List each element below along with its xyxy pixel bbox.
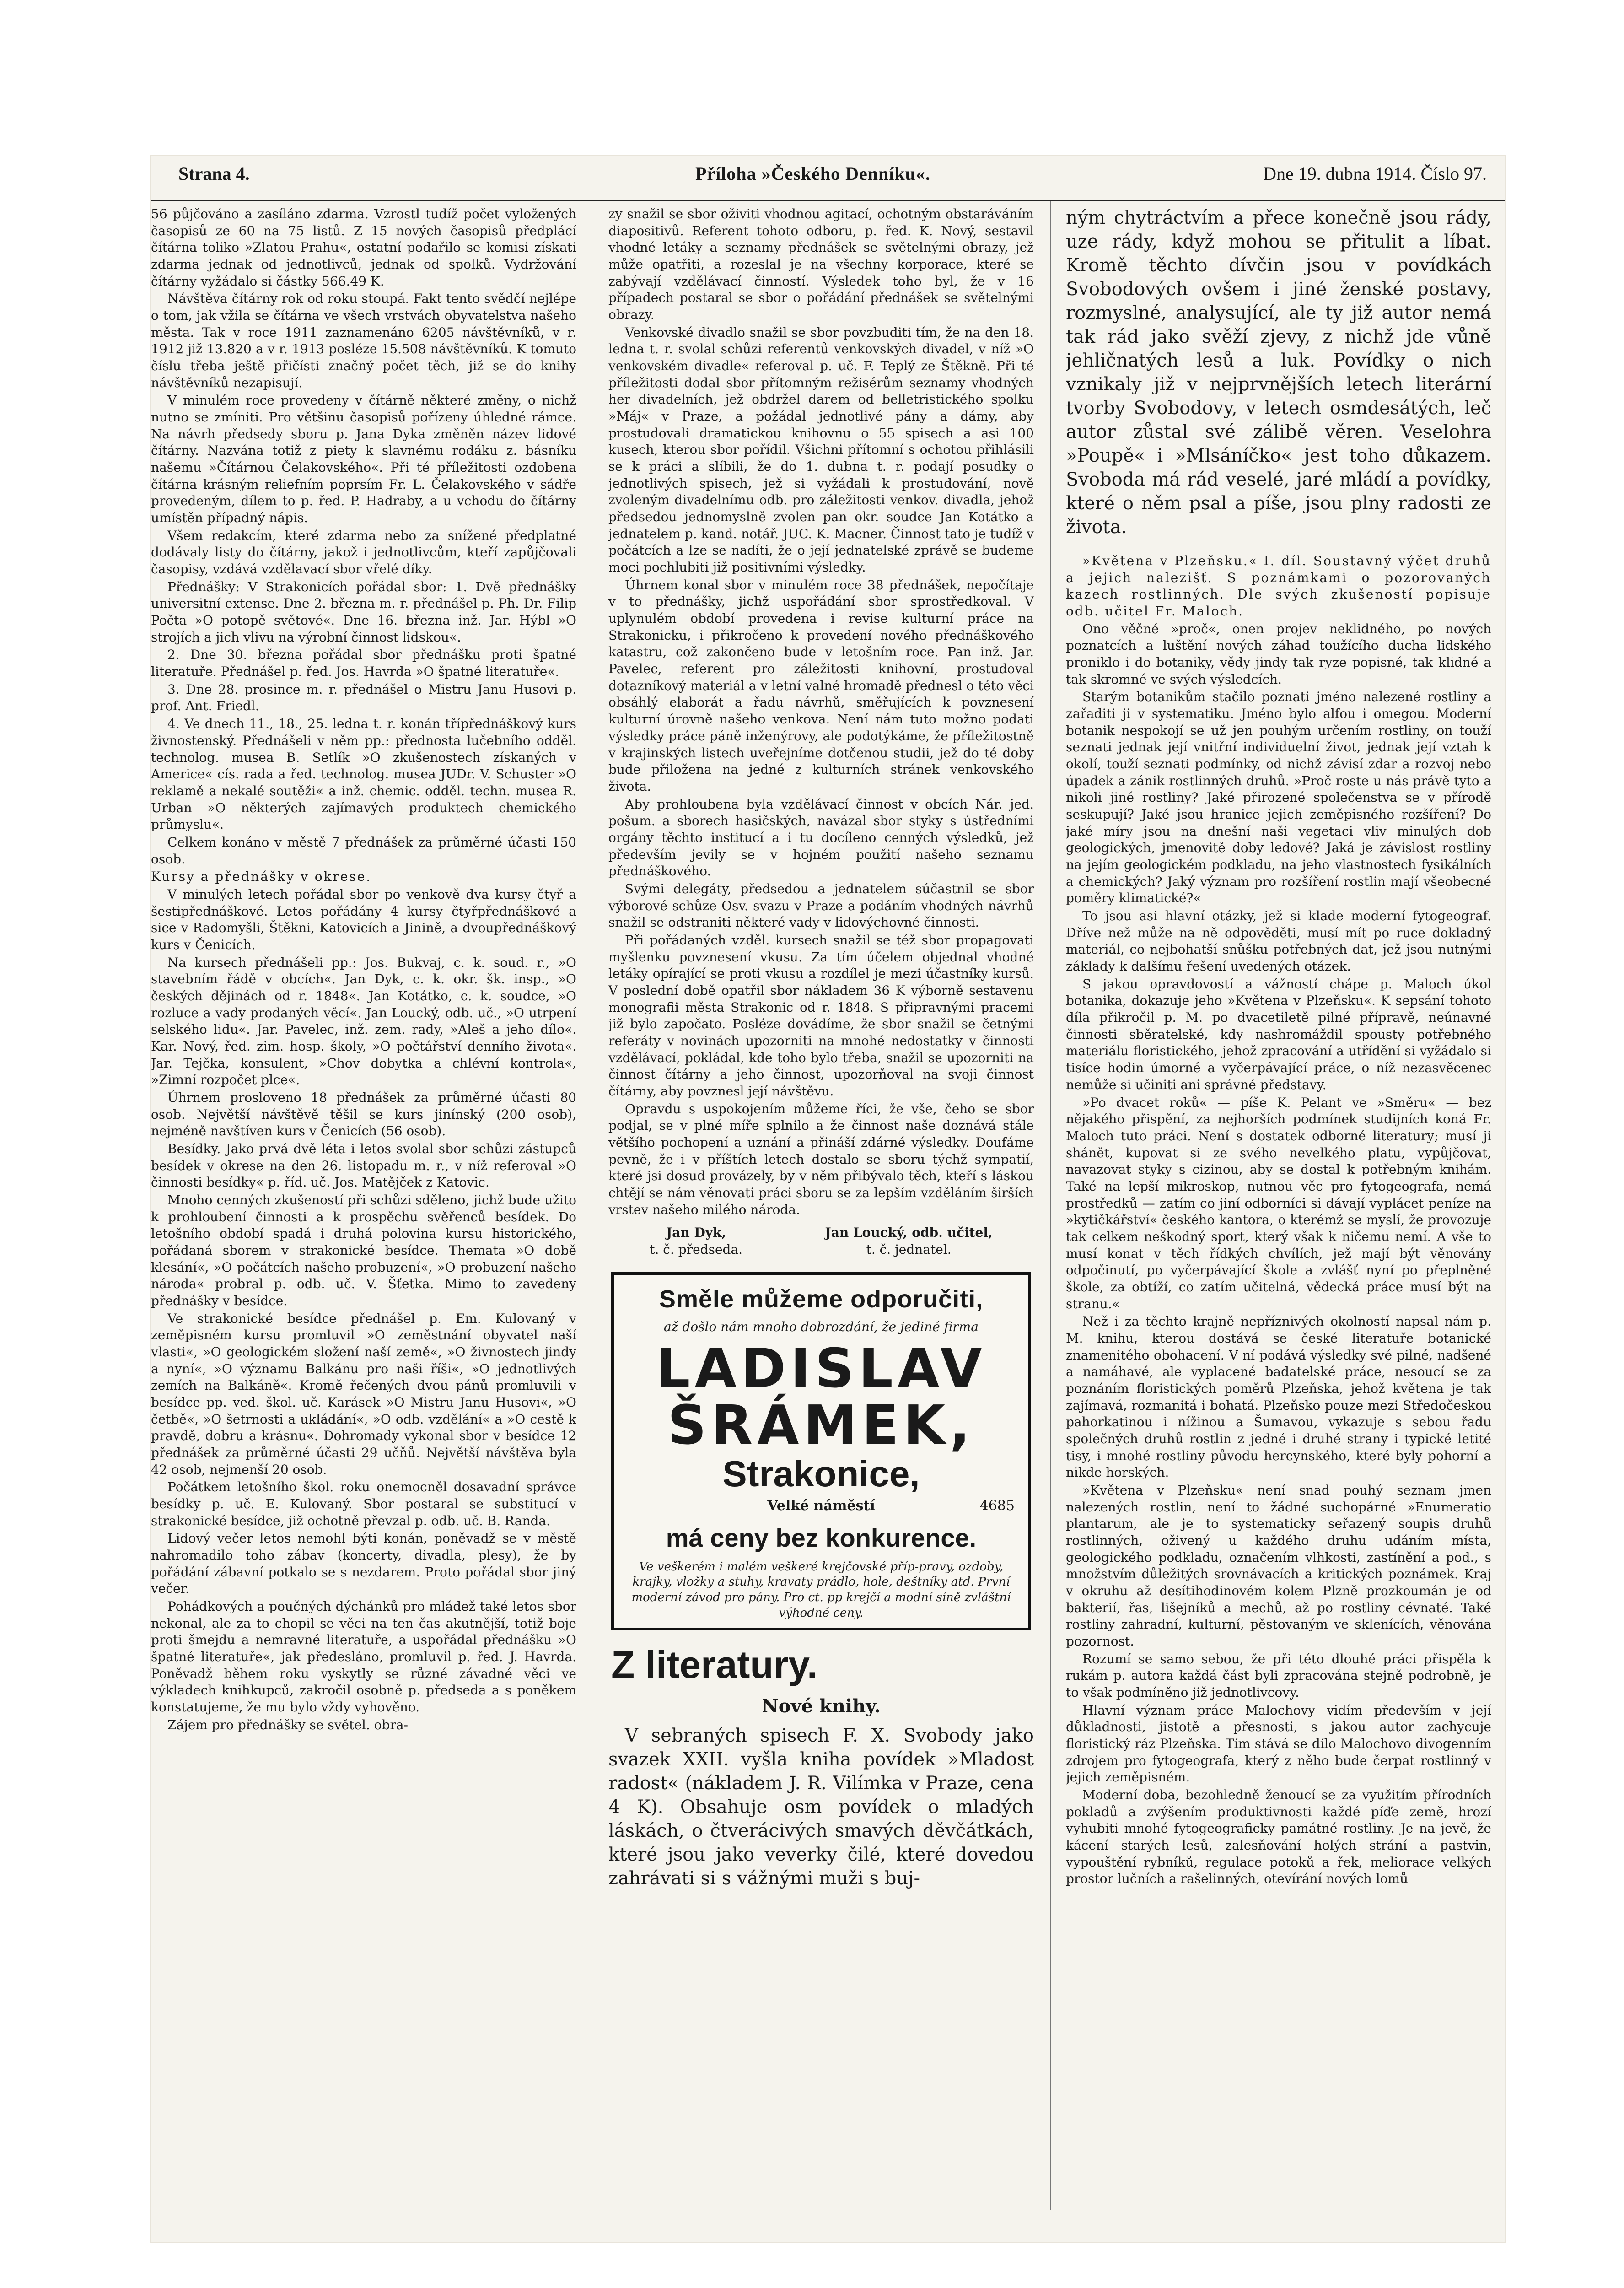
paragraph: 56 půjčováno a zasíláno zdarma. Vzrostl tudíž počet vyložených časopisů ze 60 na 75 listů. Z 15 nových časopisů předplácí čítárna toliko »Zlatou Prahu«, ostatní podařilo se komisi získati zdarma jednak od jednotlivců, jednak od spolků. Vydržování čítárny vyžádalo si částky 566.49 K. bbox=[151, 206, 576, 289]
paragraph: 2. Dne 30. března pořádal sbor přednášku proti špatné literatuře. Přednášel p. řed. Jos. Havrda »O špatné literatuře«. bbox=[151, 647, 576, 680]
ad-body-text: Ve veškerém i malém veškeré krejčovské příp-pravy, ozdoby, krajky, vložky a stuhy, kravaty prádlo, hole, deštníky atd. První moderní závod pro pány. Pro ct. pp krejčí a modní síně zvláštní výhodné ceny. bbox=[631, 1560, 1011, 1620]
paragraph: »Květena v Plzeňsku« není snad pouhý seznam jmen nalezených rostlin, není to žádné suchopárné »Enumeratio plantarum, ale je to systematicky seřazený soupis druhů rostlinných, oživený u každého druhu udáním místa, geologického podkladu, označením vlhkosti, zastínění a pod., s množstvím důležitých srovnávacích a kritických poznámek. Kraj v okruhu až desítihodinovém kolem Plzně prozkoumán je od bakterií, řas, lišejníků a mechů, až po rostliny cévnaté. Také rostliny zahradní, kulturní, pěstovaným ve sklenících, věnována pozornost. bbox=[1066, 1482, 1491, 1649]
report-signatures bbox=[608, 1225, 1034, 1258]
paragraph: Rozumí se samo sebou, že při této dlouhé práci přispěla k rukám p. autora každá část byli zpracována stejně podrobně, je to však podmíněno již jednotlivcovy. bbox=[1066, 1651, 1491, 1700]
literature-heading: Z literatury. bbox=[611, 1643, 818, 1686]
column-divider bbox=[1050, 201, 1051, 2210]
paragraph: Opravdu s uspokojením můžeme říci, že vše, čeho se sbor podjal, se v plné míře splnilo a že činnost naše doznává stále většího pochopení a uznání a přináší zdárné výsledky. Doufáme pevně, že i v příštích letech dostalo se sboru týchž sympatií, které jsi dosud provázely, by v něm přibývalo těch, kteří s láskou chtějí se nám věnovati práci sboru se za lepším vzděláním širších vrstev našeho milého národa. bbox=[608, 1101, 1034, 1217]
newspaper-page bbox=[151, 156, 1505, 2242]
paragraph: Zájem pro přednášky se světel. obra- bbox=[167, 1717, 408, 1732]
paragraph: Mnoho cenných zkušeností při schůzi sděleno, jichž bude užito k prohloubení činnosti a k prospěchu svěřenců besídek. Do letošního období spadá i druhá polovina kursu historického, pořádaná sborem v strakonické besídce. Themata »O době klesání«, »O počátcích našeho probuzení«, »O probuzení našeho národa« probral p. odb. uč. V. Šťetka. Mimo to zavedeny přednášky v besídce. bbox=[151, 1192, 576, 1308]
paragraph: Všem redakcím, které zdarma nebo za snížené předplatné dodávaly listy do čítárny, jakož i jednotlivcům, kteří zapůjčovali časopisy, vzdává vzdělavací sbor vřelé díky. bbox=[151, 528, 576, 577]
supplement-title: Příloha »Českého Denníku«. bbox=[695, 163, 930, 184]
book-review-title: »Květena v Plzeňsku.« I. díl. Soustavný výčet druhů a jejich nalezišť. S poznámkami o pozorovaných kazech rostlinných. Dle svých zkušeností popisuje odb. učitel Fr. Maloch. bbox=[1066, 553, 1491, 619]
paragraph: 3. Dne 28. prosince m. r. přednášel o Mistru Janu Husovi p. prof. Ant. Friedl. bbox=[151, 681, 576, 714]
paragraph: »Po dvacet roků« — píše K. Pelant ve »Směru« — bez nějakého přispění, za nejhorších podmínek studijních koná Fr. Maloch tuto práci. Není s dostatek odborné literatury; musí ji shánět, kupovat si ze svého nevelkého platu, vypůjčovat, navazovat styky s cizinou, aby se dostal k potřebným knihám. Také na lepší mikroskop, nutnou věc pro fytogeografa, nemá prostředků — zatím co jiní odborníci si dávají vyplácet peníze na »kytičkářství« českého kantora, o kterémž se myslí, že provozuje tak celkem neškodný sport, který však k ničemu nemí. A vše to musí konat v těch řídkých chvílích, jež mají být věnovány odpočinutí, po vyčerpávající škole a zvlášť nyní po přeplněné škole, za obtíží, co zatím učitelná, vědecká práce musí být na stranu.« bbox=[1066, 1095, 1491, 1311]
ad-street: Velké náměstí bbox=[767, 1497, 875, 1514]
ad-subtitle: až došlo nám mnoho dobrozdání, že jediné firma bbox=[664, 1319, 979, 1335]
paragraph: Celkem konáno v městě 7 přednášek za průměrné účasti 150 osob. bbox=[151, 834, 576, 867]
issue-date: Dne 19. dubna 1914. Číslo 97. bbox=[1263, 163, 1487, 184]
ad-number: 4685 bbox=[979, 1497, 1015, 1514]
advertisement-sramek bbox=[611, 1272, 1031, 1630]
signature-role: t. č. jednatel. bbox=[866, 1241, 952, 1257]
paragraph: S jakou opravdovostí a vážností chápe p. Maloch úkol botanika, dokazuje jeho »Květena v Plzeňsku«. K sepsání tohoto díla přikročil p. M. po dvacetiletě pilné přípravě, neúnavné činnosti sběratelské, kdy nashromáždil spousty potřebného materiálu floristického, jehož zpracování a utřídění si vyžádalo si tisíce hodin úmorné a vyčerpávající práce, o níž nezasvěcenec nemůže si učiniti ani správné představy. bbox=[1066, 976, 1491, 1092]
signature-secretary bbox=[825, 1225, 993, 1258]
paragraph: zy snažil se sbor oživiti vhodnou agitací, ochotným obstaráváním diapositivů. Referent tohoto odboru, p. řed. K. Nový, sestavil vhodné letáky a seznamy přednášek se světelnými obrazy, jež může opatřiti, a rozeslal je na všechny korporace, které se zabývají vzdělávací činností. Výsledek toho byl, že v 16 případech postaral se sbor o pořádání přednášek se světelnými obrazy. bbox=[608, 206, 1034, 323]
ad-address bbox=[623, 1497, 1019, 1515]
paragraph: Úhrnem prosloveno 18 přednášek za průměrné účasti 80 osob. Největší návštěvě těšil se kurs jinínský (200 osob), nejméně navštíven kurs v Čenicích (56 osob). bbox=[151, 1090, 576, 1139]
column-left bbox=[151, 206, 576, 2210]
ad-claim: má ceny bez konkurence. bbox=[666, 1523, 977, 1553]
literature-text: V sebraných spisech F. X. Svobody jako svazek XXII. vyšla kniha povídek »Mladost radost« (nákladem J. R. Vilímka v Praze, cena 4 K). Obsahuje osm povídek o mladých láskách, o čtverácivých smavých děvčátkách, které jsou jako veverky čilé, které dovedou zahrávati si s vážnými muži s buj- bbox=[608, 1725, 1034, 1889]
column-middle bbox=[608, 206, 1034, 2210]
paragraph: Lidový večer letos nemohl býti konán, poněvadž se v městě nahromadilo toho zábav (koncerty, divadla, plesy), že by pořádání zábavní potkalo se s nezdarem. Proto pořádal sbor jiný večer. bbox=[151, 1531, 576, 1597]
section-heading: Kursy a přednášky v okrese. bbox=[151, 869, 372, 885]
paragraph: Besídky. Jako prvá dvě léta i letos svolal sbor schůzi zástupců besídek v okrese na den 26. listopadu m. r., v níž referoval »O činnosti besídky« p. říd. uč. Jos. Matějček z Katovic. bbox=[151, 1141, 576, 1190]
paragraph: Při pořádaných vzděl. kursech snažil se též sbor propagovati myšlenku povznesení vkusu. Za tím účelem objednal vhodné letáky opírající se proti vkusu a rozdílel je mezi účastníky kursů. V poslední době opatřil sbor nákladem 36 K výborně sestavenu monografii města Strakonic od r. 1848. S připravnými pracemi již bylo započato. Posléze dovádíme, že sbor snažil se četnými referáty v novinách upozorniti na mnohé nedostatky v činnosti vzdělávací, pokládal, kde toho bylo třeba, snažil se upozorniti na činnost čítárny a jeho činnost, upozorňoval na svoji činnost čítárny, aby povznesl její návštěvu. bbox=[608, 932, 1034, 1099]
paragraph: Svými delegáty, předsedou a jednatelem súčastnil se sbor výborové schůze Osv. svazu v Praze a podáním vhodných návrhů snažil se odstraniti některé vady v lidovýchovné činnosti. bbox=[608, 881, 1034, 930]
paragraph: Ono věčné »proč«, onen projev neklidného, po nových poznatcích a luštění nových záhad toužícího ducha lidského proniklo i do botaniky, vědy jindy tak ryze popisné, tak klidné a tak skromné ve svých výsledcích. bbox=[1066, 621, 1491, 687]
paragraph: 4. Ve dnech 11., 18., 25. ledna t. r. konán třípřednáškový kurs živnostenský. Přednášeli v něm pp.: přednosta lučebního odděl. technolog. musea B. Setlík »O zkušenostech získaných v Americe« cís. rada a řed. technolog. musea JUDr. V. Schuster »O reklamě a nekalé soutěži« a inž. chemic. odděl. techn. musea R. Urban »O některých zajímavých produktech chemického průmyslu«. bbox=[151, 716, 576, 832]
literature-subheading: Nové knihy. bbox=[762, 1695, 881, 1717]
masthead bbox=[151, 163, 1505, 190]
signature-role: t. č. předseda. bbox=[650, 1241, 743, 1257]
column-right bbox=[1066, 206, 1491, 2210]
paragraph: Úhrnem konal sbor v minulém roce 38 přednášek, nepočítaje v to přednášky, jichž uspořádání sbor sprostředkoval. V uplynulém období provedena i revise kulturní práce na Strakonicku, i přikročeno k provedení nového přednáškového katastru, což zakončeno bude v letošním roce. Pan inž. Jar. Pavelec, referent pro záležitosti knihovní, prostudoval dotazníkový materiál a v letní valné hromadě přednesl o této věci obsáhlý elaborát a řadu návrhů, směřujících k povznesení kulturní úrovně našeho venkova. Není nám tuto možno podati výsledky práce páně inženýrovy, ale podotýkáme, že příležitostně v krajinských listech uveřejníme dotčenou studii, jež do té doby bude přiložena na jedné z kulturních stránek venkovského života. bbox=[608, 577, 1034, 794]
paragraph: V minulém roce provedeny v čítárně některé změny, o nichž nutno se zmíniti. Pro většinu časopisů pořízeny úhledné rámce. Na návrh předsedy sboru p. Jana Dyka změněn název lidové čítárny. Nazvána totiž z piety k slavnému rodáku z. básníku našemu »Čítárnou Čelakovského«. Při té příležitosti ozdobena čítárna krásným reliefním poprsím Fr. L. Čelakovského v sádře provedeným, dílem to p. řed. P. Hadraby, a u vchodu do čítárny umístěn případný nápis. bbox=[151, 393, 576, 526]
paragraph: ným chytráctvím a přece konečně jsou rády, uze rády, když mohou se přitulit a líbat. Kromě těchto dívčin jsou v povídkách Svobodových ovšem i jiné ženské postavy, rozmyslné, analysující, ale ty již autor nemá tak rád jako svěží zjevy, z nichž jde vůně jehličnatých lesů a luk. Povídky o nich vznikaly již v nejprvnějších letech literární tvorby Svobodovy, v letech osmdesátých, leč autor zůstal své zálibě věren. Veselohra »Poupě« i »Mlsáníčko« jest toho důkazem. Svoboda má rád veselé, jaré mládí a povídky, které o něm psal a píše, jsou plny radosti ze života. bbox=[1066, 207, 1491, 538]
paragraph: Návštěva čítárny rok od roku stoupá. Fakt tento svědčí nejlépe o tom, jak vžila se čítárna ve všech vrstvách obyvatelstva našeho města. Tak v roce 1911 zaznamenáno 6205 návštěvníků, v r. 1912 již 13.820 a v r. 1913 posléze 15.508 návštěvníků. K tomuto číslu třeba ještě přičísti značný počet těch, již se do knihy návštěvníků nezapisují. bbox=[151, 291, 576, 390]
ad-headline: Směle můžeme odporučiti, bbox=[659, 1285, 984, 1313]
signature-chairman bbox=[650, 1225, 742, 1258]
signature-name: Jan Dyk, bbox=[666, 1225, 726, 1241]
page-number: Strana 4. bbox=[178, 163, 250, 184]
paragraph: To jsou asi hlavní otázky, jež si klade moderní fytogeograf. Dříve než může na ně odpověděti, musí mít po ruce dokladný materiál, co nejbohatší snůšku potřebných dat, jež jsou nutnými základy k dalšímu řešení uvedených otázek. bbox=[1066, 908, 1491, 974]
ad-town: Strakonice, bbox=[722, 1453, 920, 1494]
paragraph: Pohádkových a poučných dýchánků pro mládež také letos sbor nekonal, ale za to chopil se věci na ten čas akutnější, totiž boje proti šmejdu a nemravné literatuře, a uspořádal přednášku »O špatné literatuře«, jak předesláno, promluvil p. řed. J. Havrda. Poněvadž během roku vyskytly se různé závadné věci ve výkladech knihkupců, zakročil osobně p. předseda a s poněkem konstatujeme, že mu bylo vždy vyhověno. bbox=[151, 1599, 576, 1715]
paragraph: Venkovské divadlo snažil se sbor povzbuditi tím, že na den 18. ledna t. r. svolal schůzi referentů venkovských divadel, v níž »O venkovském divadle« referoval p. uč. F. Teplý ze Štěkně. Při té příležitosti dodal sbor přítomným režisérům seznamy vhodných her divadelních, jež obdržel darem od belletristického spolku »Máj« v Praze, a požádal jednotlivé pány a dámy, aby prostudovali dramatickou knihovnu o 55 spisech a asi 100 kusech, kterou sbor pořídil. Všichni přítomní s ochotou přihlásili se k práci a slíbili, že do 1. dubna t. r. podají posudky o jednotlivých spisech, jež si vyžádali k prostudování, nově zvoleným divadelnímu odb. pro záležitosti venkov. divadla, jehož předsedou jednomyslně zvolen pan okr. soudce Jan Kotátko a jednatelem p. kand. notář. JUC. K. Macner. Činnost tato je tudíž v počátcích a lze se nadíti, že o její jednatelské zprávě se budeme moci pochlubiti již positivními výsledky. bbox=[608, 324, 1034, 575]
paragraph: Počátkem letošního škol. roku onemocněl dosavadní správce besídky p. uč. E. Kulovaný. Sbor postaral se substitucí v strakonické besídce, již ochotně převzal p. odb. uč. B. Randa. bbox=[151, 1479, 576, 1528]
paragraph: Starým botanikům stačilo poznati jméno nalezené rostliny a zařaditi ji v systematiku. Jméno bylo alfou i omegou. Moderní botanik nespokojí se už jen pouhým určením rostliny, on touží seznati jednak její vnitřní individuelní život, jednak její vztah k okolí, touží seznati podmínky, od nichž závisí zdar a rozvoj nebo úpadek a zánik rostlinných druhů. »Proč roste u nás právě tyto a nikoli jiné rostliny? Jaké přirozené společenstva se v přírodě seskupují? Jaké jsou hranice jejich zeměpisného rozšíření? Do jaké míry jsou na dnešní naši vegetaci vliv minulých dob geologických, jmenovitě doby ledové? Jaká je závislost rostliny na jejím geologickém podkladu, na jeho vlastnostech fysikálních a chemických? Jaký význam pro rozšíření rostlin mají všeobecné poměry klimatické?« bbox=[1066, 689, 1491, 906]
paragraph: Hlavní význam práce Malochovy vidím především v její důkladnosti, jistotě a přesnosti, s jakou autor zachycuje floristický ráz Plzeňska. Tím stává se dílo Malochovo divogenním zdrojem pro fytogeografa, který z něho bude čerpat rostlinný v jejich zeměpisném. bbox=[1066, 1702, 1491, 1785]
paragraph: V minulých letech pořádal sbor po venkově dva kursy čtyř a šestipřednáškové. Letos pořádány 4 kursy čtyřpřednáškové a sice v Radomyšli, Štěkni, Katovicích a Jinině, a dvoupřednáškový kurs v Čenicích. bbox=[151, 886, 576, 952]
signature-name: Jan Loucký, odb. učitel, bbox=[825, 1225, 993, 1241]
ad-company-name: LADISLAV ŠRÁMEK, bbox=[656, 1337, 987, 1457]
paragraph: Ve strakonické besídce přednášel p. Em. Kulovaný v zeměpisném kursu promluvil »O zeměstnání obyvatel naší vlasti«, »O geologickém složení naší země«, »O živnostech jindy a nyní«, »O významu Balkánu pro naši říši«, »O jednotlivých zemích na Balkáně«. Kromě řečených dvou pánů promluvili v besídce pp. ved. škol. uč. Karásek »O Mistru Janu Husovi«, »O četbě«, »O šetrnosti a ukládání«, »O odb. vzdělání« a »O cestě k pravdě, dobru a krásnu«. Dohromady vykonal sbor v besídce 12 přednášek za průměrné účasti 29 učňů. Největší návštěva byla 42 osob, nejmenší 20 osob. bbox=[151, 1311, 576, 1477]
paragraph: Na kursech přednášeli pp.: Jos. Bukvaj, c. k. soud. r., »O stavebním řádě v obcích«. Jan Dyk, c. k. okr. šk. insp., »O českých dějinách od r. 1848«. Jan Kotátko, c. k. soudce, »O rozluce a vady prodaných věcí«. Jan Loucký, odb. uč., »O utrpení selského lidu«. Jar. Pavelec, inž. zem. rady, »Aleš a jeho dílo«. Kar. Nový, řed. zim. hosp. školy, »O počtářství denního života«. Jar. Tejčka, konsulent, »Chov dobytka a chlévní kontrola«, »Zimní rozpočet plce«. bbox=[151, 955, 576, 1088]
paragraph: Přednášky: V Strakonicích pořádal sbor: 1. Dvě přednášky universitní extense. Dne 2. března m. r. přednášel p. Ph. Dr. Filip Počta »O potopě světové«. Dne 16. března inž. Jar. Hýbl »O strojích a jich vlivu na výrobní činnost lidskou«. bbox=[151, 579, 576, 645]
paragraph: Aby prohloubena byla vzdělávací činnost v obcích Nár. jed. pošum. a sborech hasičských, navázal sbor styky s ústředními orgány těchto institucí a i tu docíleno cenných výsledků, jež především jevily se v hojném použití našeho seznamu přednáškového. bbox=[608, 796, 1034, 879]
paragraph: Moderní doba, bezohledně ženoucí se za využitím přírodních pokladů a zvýšením produktivnosti každé píďe země, hrozí vyhubiti mnohé fytogeograficky památné rostliny. Je na jevě, že kácení starých lesů, zalesňování holých strání a pastvin, vypouštění rybníků, regulace potoků a řek, meliorace velkých prostor lučních a rašelinných, otevírání nových lomů bbox=[1066, 1787, 1491, 1887]
paragraph: Než i za těchto krajně nepříznivých okolností napsal nám p. M. knihu, kterou dostává se české literatuře botanické znamenitého obohacení. V ní podává výsledky své pilné, nadšené a namáhavé, ale vyplacené badatelské práce, nesoucí se za poznáním floristických poměrů Plzeňska, jehož květena je tak zajímavá, rozmanitá i bohatá. Plzeňsko pouze mezi Středočeskou pahorkatinou i nížinou a Šumavou, vykazuje s sebou řadu společných druhů rostlin z jedné i druhé strany i typické letité tisy, i mnohé rostliny původu hercynského, které byly pohorní a nikde horských. bbox=[1066, 1314, 1491, 1480]
masthead-rule bbox=[151, 200, 1505, 201]
